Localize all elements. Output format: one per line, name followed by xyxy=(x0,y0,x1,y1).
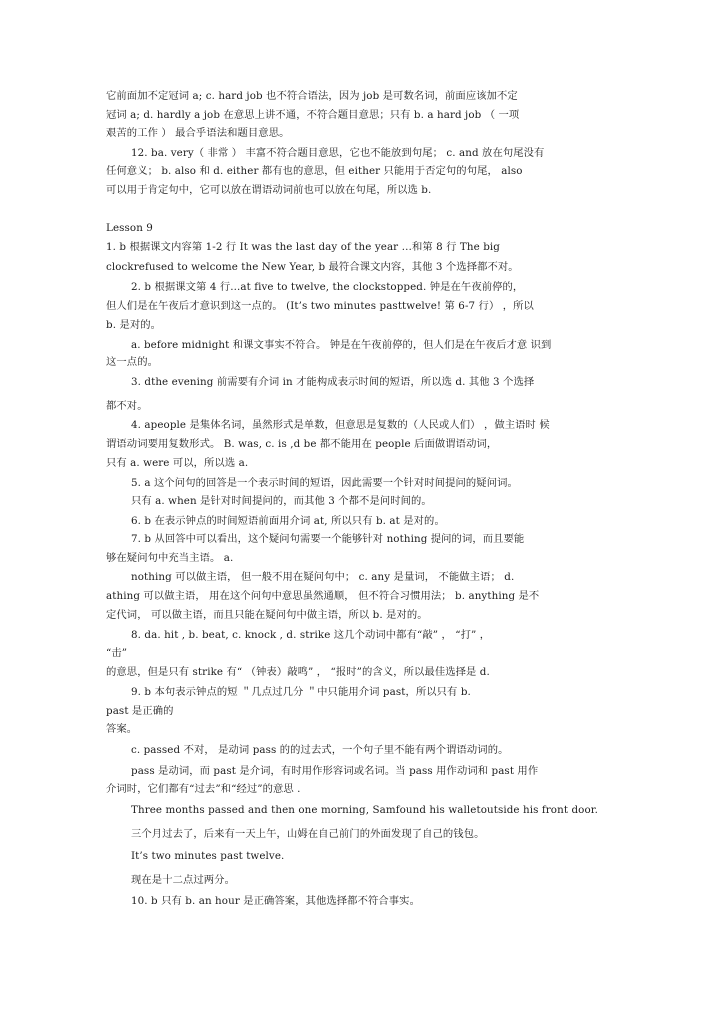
text-line: 2. b 根据课文第 4 行...at five to twelve, the clockstopped. 钟是在午夜前停的， xyxy=(131,281,524,293)
text-line: pass 是动词，而 past 是介词，有时用作形容词或名词。当 pass 用作动词和 past 用作 xyxy=(131,765,539,777)
text-line: a. before midnight 和课文事实不符合。 钟是在午夜前停的，但人们是在午夜后才意 识到 xyxy=(131,339,552,351)
text-line: 8. da. hit , b. beat, c. knock , d. strike 这几个动词中都有“敲” ， “打” ， xyxy=(131,629,491,641)
text-line: 只有 a. were 可以，所以选 a. xyxy=(106,457,249,469)
text-line: nothing 可以做主语， 但一般不用在疑问句中； c. any 是量词， 不能做主语； d. xyxy=(131,571,515,583)
text-line: 介词时，它们都有“过去”和“经过”的意思 . xyxy=(106,783,301,795)
text-line: 都不对。 xyxy=(106,400,148,412)
text-line: 3. dthe evening 前需要有介词 in 才能构成表示时间的短语，所以选 d. 其他 3 个选择 xyxy=(131,376,535,388)
text-line: 够在疑问句中充当主语。 a. xyxy=(106,552,234,564)
text-line: 10. b 只有 b. an hour 是正确答案，其他选择都不符合事实。 xyxy=(131,895,420,907)
text-line: 冠词 a; d. hardly a job 在意思上讲不通，不符合题目意思；只有 b. a hard job （ 一项 xyxy=(106,109,520,121)
text-line: 9. b 本句表示钟点的短 ＂几点过几分 ＂中只能用介词 past，所以只有 b. xyxy=(131,686,471,698)
text-line: c. passed 不对， 是动词 pass 的的过去式，一个句子里不能有两个谓语动词的。 xyxy=(131,744,509,756)
text-line: 谓语动词要用复数形式。 B. was, c. is ,d be 都不能用在 people 后面做谓语动词， xyxy=(106,438,498,450)
text-line: 12. ba. very（ 非常 ） 丰富不符合题目意思，它也不能放到句尾； c. and 放在句尾没有 xyxy=(131,147,545,159)
text-line: past 是正确的 xyxy=(106,705,174,717)
text-line: 只有 a. when 是针对时间提问的，而其他 3 个都不是问时间的。 xyxy=(131,495,432,507)
text-line: “击” xyxy=(106,647,128,659)
text-line: 它前面加不定冠词 a; c. hard job 也不符合语法，因为 job 是可数名词，前面应该加不定 xyxy=(106,90,518,102)
text-line: b. 是对的。 xyxy=(106,319,162,331)
text-line: 可以用于肯定句中，它可以放在谓语动词前也可以放在句尾，所以选 b. xyxy=(106,184,432,196)
lesson-heading: Lesson 9 xyxy=(106,222,153,234)
text-line: 但人们是在午夜后才意识到这一点的。 (It’s two minutes pasttwelve! 第 6-7 行） ，所以 xyxy=(106,300,534,312)
text-line: 的意思，但是只有 strike 有“ （钟表）敲鸣” ， “报时”的含义，所以最佳选择是 d. xyxy=(106,666,490,678)
text-line: 1. b 根据课文内容第 1-2 行 It was the last day of the year …和第 8 行 The big xyxy=(106,241,500,253)
text-line: 答案。 xyxy=(106,723,138,735)
text-line: It’s two minutes past twelve. xyxy=(131,850,285,862)
text-line: 三个月过去了，后来有一天上午，山姆在自己前门的外面发现了自己的钱包。 xyxy=(131,828,485,840)
text-line: athing 可以做主语， 用在这个问句中意思虽然通顺， 但不符合习惯用法； b. anything 是不 xyxy=(106,590,540,602)
text-line: 定代词， 可以做主语，而且只能在疑问句中做主语，所以 b. 是对的。 xyxy=(106,609,428,621)
text-line: Three months passed and then one morning, Samfound his walletoutside his front door. xyxy=(131,804,599,816)
text-line: 5. a 这个问句的回答是一个表示时间的短语，因此需要一个针对时间提问的疑问词。 xyxy=(131,477,518,489)
text-line: 任何意义； b. also 和 d. either 都有也的意思，但 either 只能用于否定句的句尾， also xyxy=(106,165,523,177)
text-line: clockrefused to welcome the New Year, b 最符合课文内容，其他 3 个选择都不对。 xyxy=(106,261,519,273)
text-line: 现在是十二点过两分。 xyxy=(131,874,235,886)
text-line: 艰苦的工作 ） 最合乎语法和题目意思。 xyxy=(106,127,290,139)
text-line: 7. b 从回答中可以看出，这个疑问句需要一个能够针对 nothing 提问的词，而且要能 xyxy=(131,533,525,545)
text-line: 6. b 在表示钟点的时间短语前面用介词 at, 所以只有 b. at 是对的。 xyxy=(131,515,445,527)
text-line: 4. apeople 是集体名词，虽然形式是单数，但意思是复数的（人民或人们） ，做主语时 候 xyxy=(131,419,550,431)
text-line: 这一点的。 xyxy=(106,356,158,368)
